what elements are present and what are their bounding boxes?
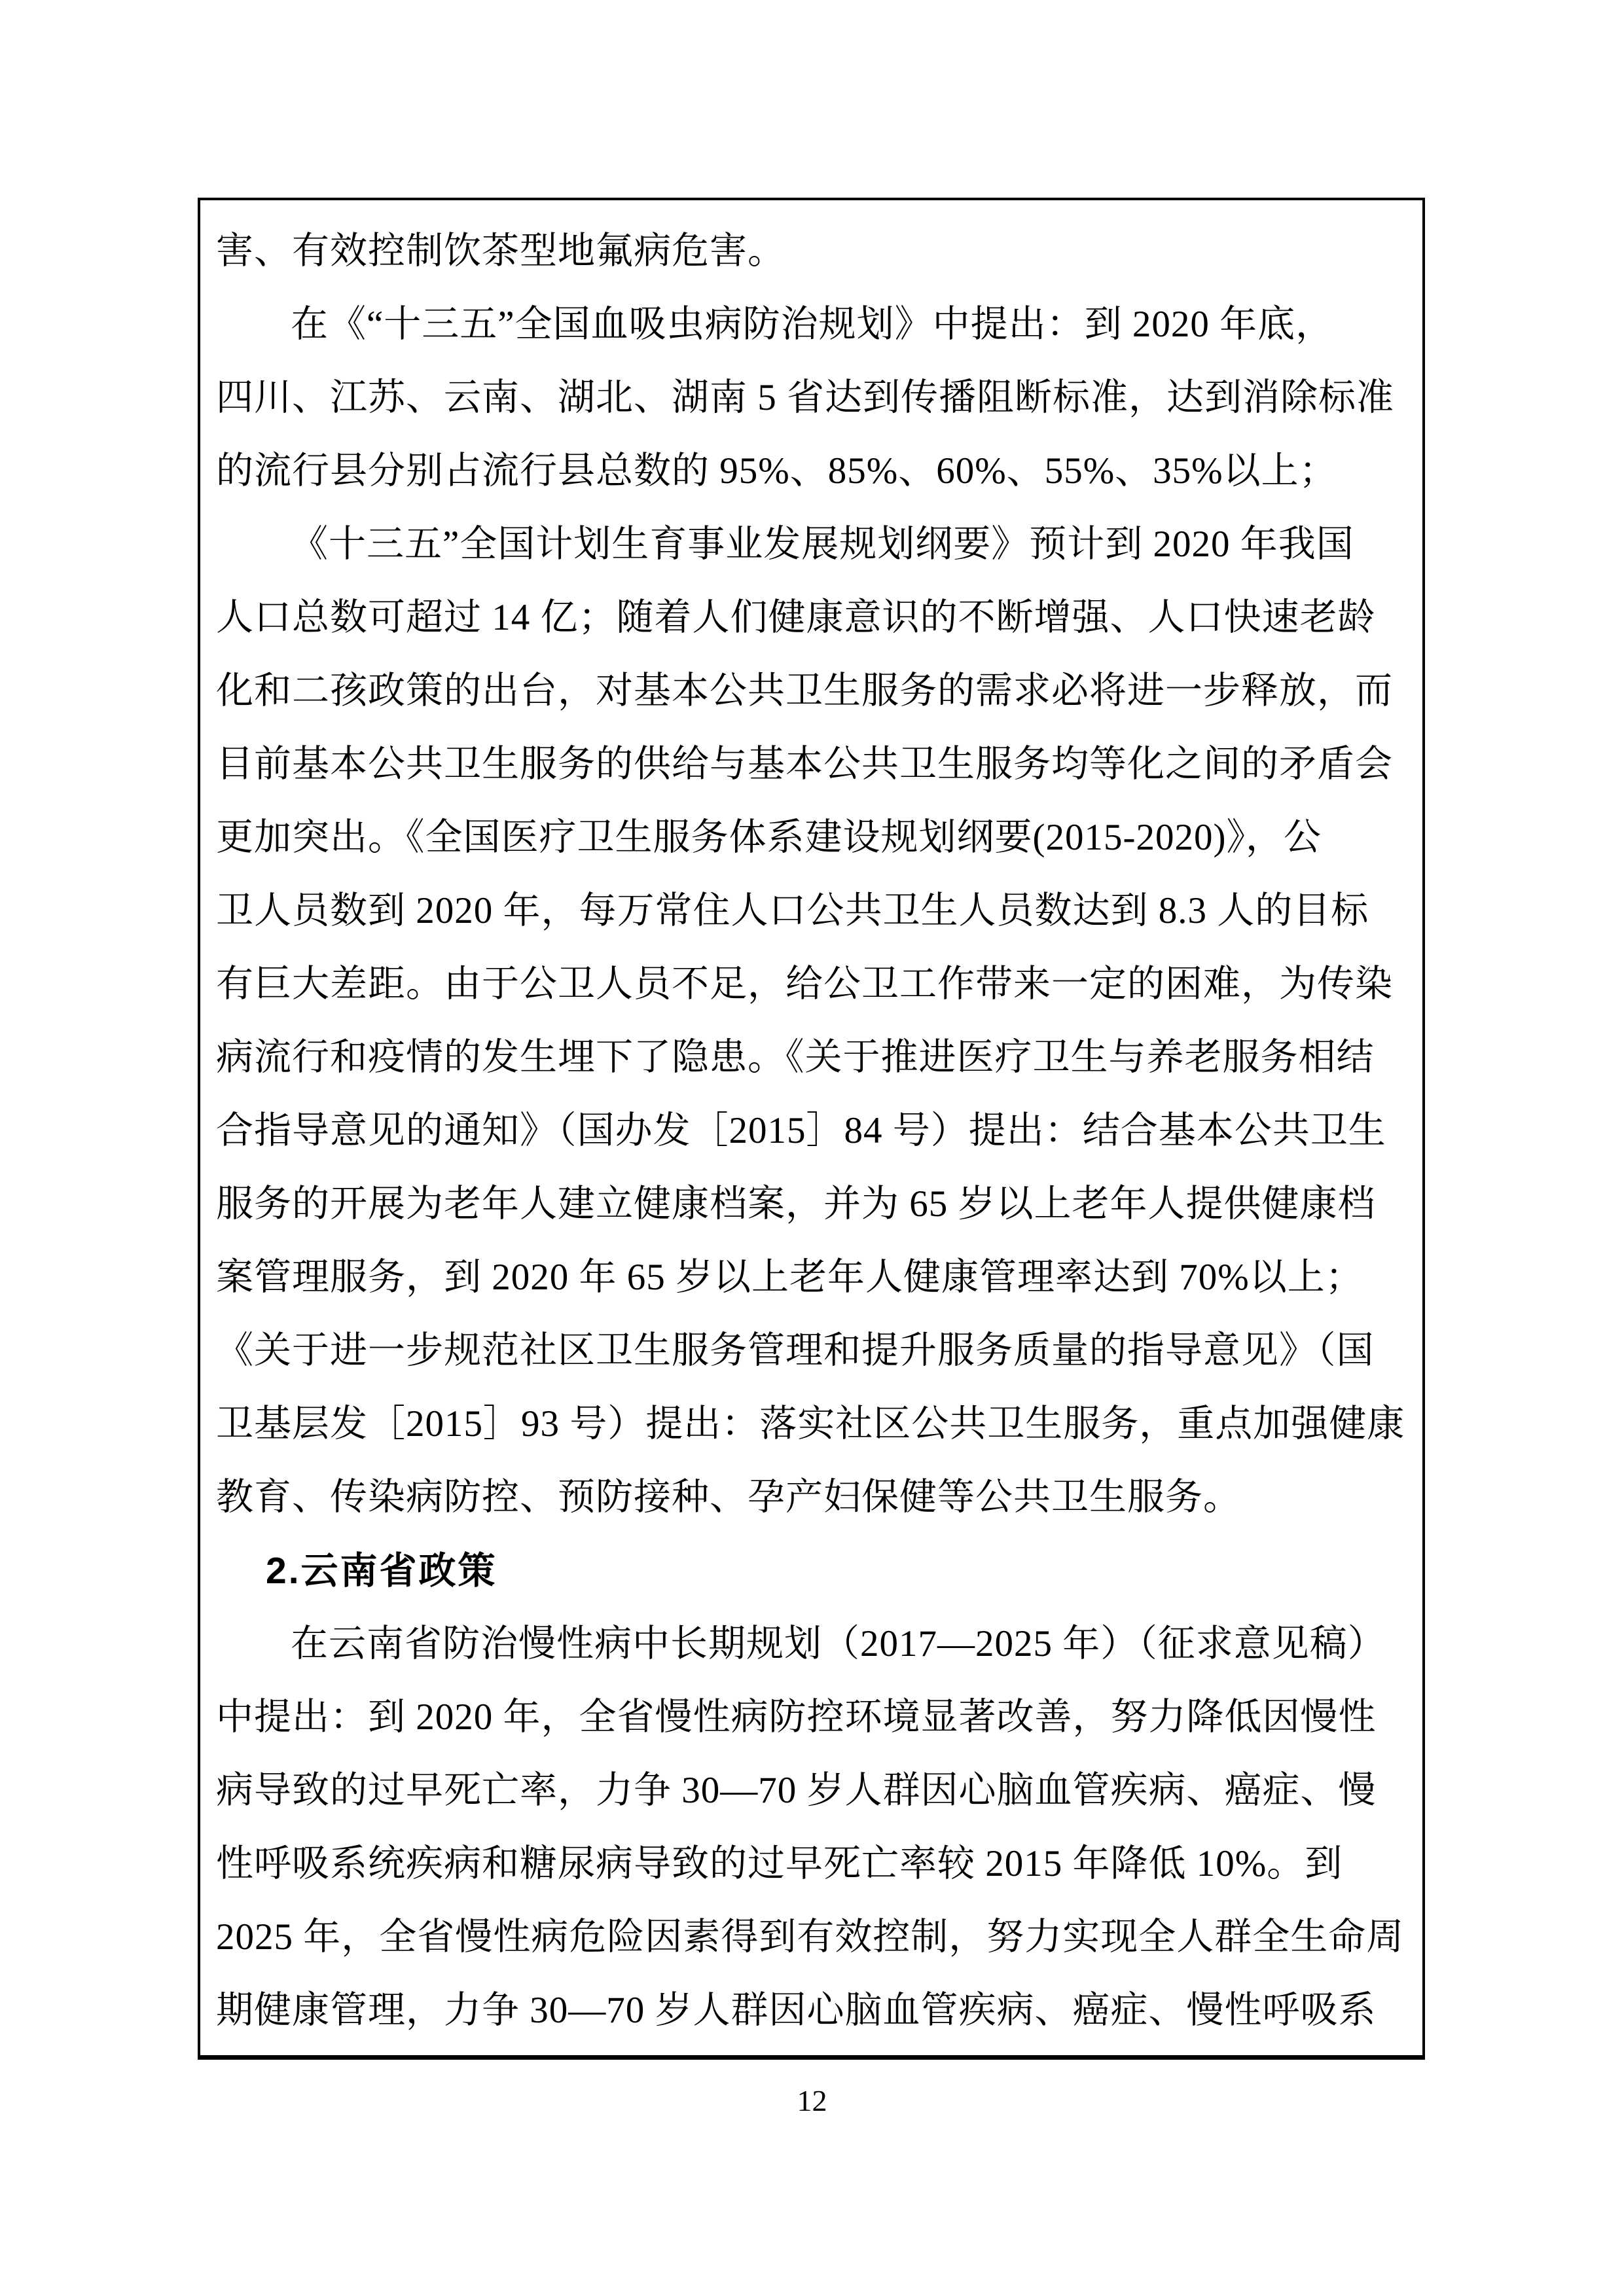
text-line: 《十三五”全国计划生育事业发展规划纲要》预计到 2020 年我国 [291, 524, 1354, 565]
text-line: 在云南省防治慢性病中长期规划（2017—2025 年）（征求意见稿） [291, 1623, 1386, 1664]
text-line: 卫基层发［2015］93 号）提出：落实社区公共卫生服务，重点加强健康 [216, 1403, 1405, 1444]
text-line: 在《“十三五”全国血吸虫病防治规划》中提出：到 2020 年底， [291, 304, 1334, 345]
text-line: 服务的开展为老年人建立健康档案，并为 65 岁以上老年人提供健康档 [216, 1183, 1376, 1225]
page-number: 12 [797, 2084, 827, 2117]
text-line: 的流行县分别占流行县总数的 95%、85%、60%、55%、35%以上； [216, 450, 1337, 492]
content-box [198, 198, 1425, 2060]
section-heading: 2.云南省政策 [266, 1550, 497, 1592]
text-line: 目前基本公共卫生服务的供给与基本公共卫生服务均等化之间的矛盾会 [216, 744, 1393, 785]
text-line: 病导致的过早死亡率，力争 30—70 岁人群因心脑血管疾病、癌症、慢 [216, 1770, 1377, 1811]
text-line: 卫人员数到 2020 年，每万常住人口公共卫生人员数达到 8.3 人的目标 [216, 890, 1369, 931]
text-line: 期健康管理，力争 30—70 岁人群因心脑血管疾病、癌症、慢性呼吸系 [216, 1990, 1377, 2031]
text-line: 合指导意见的通知》（国办发［2015］84 号）提出：结合基本公共卫生 [216, 1110, 1386, 1151]
text-line: 四川、江苏、云南、湖北、湖南 5 省达到传播阻断标准，达到消除标准 [216, 377, 1394, 418]
text-line: 更加突出。《全国医疗卫生服务体系建设规划纲要(2015-2020)》，公 [216, 817, 1322, 858]
text-line: 有巨大差距。由于公卫人员不足，给公卫工作带来一定的困难，为传染 [216, 963, 1393, 1005]
text-line: 《关于进一步规范社区卫生服务管理和提升服务质量的指导意见》（国 [216, 1330, 1375, 1371]
text-line: 人口总数可超过 14 亿；随着人们健康意识的不断增强、人口快速老龄 [216, 597, 1376, 638]
text-line: 教育、传染病防控、预防接种、孕产妇保健等公共卫生服务。 [216, 1477, 1241, 1518]
text-line: 害、有效控制饮茶型地氟病危害。 [216, 230, 785, 272]
text-line: 2025 年，全省慢性病危险因素得到有效控制，努力实现全人群全生命周 [216, 1916, 1405, 1958]
text-line: 中提出：到 2020 年，全省慢性病防控环境显著改善，努力降低因慢性 [216, 1696, 1377, 1738]
text-line: 性呼吸系统疾病和糖尿病导致的过早死亡率较 2015 年降低 10%。到 [216, 1843, 1343, 1884]
text-line: 化和二孩政策的出台，对基本公共卫生服务的需求必将进一步释放，而 [216, 670, 1393, 711]
text-line: 案管理服务，到 2020 年 65 岁以上老年人健康管理率达到 70%以上； [216, 1257, 1363, 1298]
text-line: 病流行和疫情的发生埋下了隐患。《关于推进医疗卫生与养老服务相结 [216, 1037, 1375, 1078]
